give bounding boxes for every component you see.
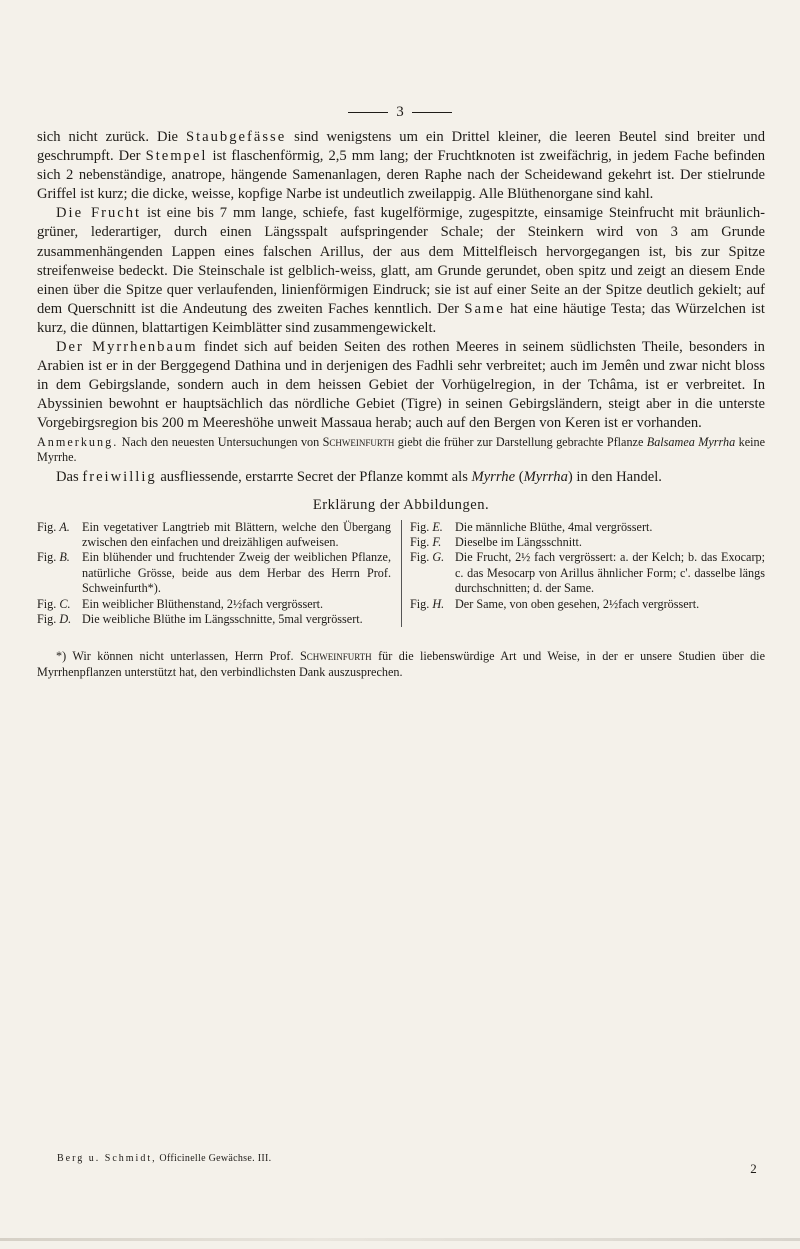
footer-authors: Berg u. Schmidt, [57,1153,157,1164]
term-stempel: Stempel [145,148,208,165]
figure-caption-g: Fig. G. Die Frucht, 2½ fach vergrössert: a. der Kelch; b. das Exocarp; c. das Mesocarp von Arillus ähnlicher Form; c'. dasselbe längs durchschnitten; d. der Same. [410,550,765,596]
figure-caption-f: Fig. F. Dieselbe im Längsschnitt. [410,535,582,549]
footer-title: Officinelle Gewächse. III. [156,1153,272,1164]
term-same: Same [464,300,505,317]
note-species-name: Balsamea Myrrha [646,434,736,449]
paragraph-fruit: Die Frucht ist eine bis 7 mm lange, schiefe, fast kugelförmige, zugespitzte, einsamige Steinfrucht mit bräunlich-grüner, lederartiger, durch einen Längsspalt aufspringender Schale; der Steinkern wird von 3 am Grunde zusammenhängenden Lappen eines falschen Arillus, der aus dem Mittelfleisch hervorgegangen ist, bis zur Spitze streifenweise bedeckt. Die Steinschale ist gelblich-weiss, glatt, am Grunde gerundet, oben spitz und zeigt an diesem Ende einen über die Spitze quer verlaufenden, linienförmigen Eindruck; sie ist auf einer Seite an der Spitze deutlich gekielt; auf dem Querschnitt ist die Andeutung des zweiten Faches kenntlich. Der Same hat eine häutige Testa; das Würzelchen ist kurz, die dünnen, blattartigen Keimblätter sind zusammengewickelt. [37,205,765,336]
figure-caption-e: Fig. E. Die männliche Blüthe, 4mal vergrössert. [410,519,653,534]
term-myrrhenbaum: Der Myrrhenbaum [56,339,198,356]
footnote: *) Wir können nicht unterlassen, Herrn Prof. Schweinfurth für die liebenswürdige Art und Weise, in der er unsere Studien über die Myrrhenpflanzen unterstützt hat, den verbindlichsten Dank auszusprechen. [37,649,765,679]
page-content [37,128,765,693]
term-myrrhe: Myrrhe [471,468,516,485]
paragraph-stamens-pistil: sich nicht zurück. Die Staubgefässe sind wenigstens um ein Drittel kleiner, die leeren Beutel sind breiter und geschrumpft. Der Stempel ist flaschenförmig, 2,5 mm lang; der Fruchtknoten ist zweifächrig, in jedem Fache befinden sich 2 nebenständige, anatrope, hängende Samenanlagen, deren Raphe nach der Scheidewand gekehrt ist. Der stielrunde Griffel ist kurz; die dicke, weisse, kopfige Narbe ist undeutlich zweilappig. Alle Blüthenorgane sind kahl. [37,129,765,203]
page-number-dash-left [348,112,388,113]
term-staubgefaesse: Staubgefässe [185,129,287,145]
page-footer [57,1153,757,1176]
page-number [0,104,800,121]
captions-right-column [401,520,765,628]
footnote-name: Schweinfurth [299,649,372,664]
page-number-dash-right [412,112,452,113]
figures-heading: Erklärung der Abbildungen. [312,496,490,513]
term-freiwillig: freiwillig [82,468,157,485]
note-author-name: Schweinfurth [322,434,395,449]
figure-caption-h: Fig. H. Der Same, von oben gesehen, 2½fach vergrössert. [410,596,700,611]
figure-captions [37,520,765,628]
signature-mark: 2 [750,1161,757,1176]
figure-caption-c: Fig. C. Ein weiblicher Blüthenstand, 2½fach vergrössert. [37,596,324,611]
captions-left-column [37,520,401,628]
paragraph-distribution: Der Myrrhenbaum findet sich auf beiden Seiten des rothen Meeres in seinem südlichsten Theile, besonders in Arabien ist er in der Berggegend Dathina und in derjenigen des Fadhli sehr verbreitet; auch im Jemên und zwar nicht bloss in dem Gebirgslande, sondern auch in dem heissen Gebiet der Vorhügelregion, in der Tchâma, ist er verbreitet. In Abyssinien bewohnt er hauptsächlich das nördliche Gebiet (Tigre) in seinen Gebirgsländern, steigt aber in die unterste Vorgebirgsregion bis 200 m Meereshöhe unweit Massaua herab; auch auf den Bergen von Keren ist er vorhanden. [37,339,765,432]
page-bottom-edge [0,1238,800,1241]
term-frucht: Die Frucht [56,205,142,222]
figure-caption-d: Fig. D. Die weibliche Blüthe im Längsschnitte, 5mal vergrössert. [37,612,363,627]
figure-caption-b: Fig. B. Ein blühender und fruchtender Zweig der weiblichen Pflanze, natürliche Grösse, beide aus dem Herbar des Herrn Prof. Schweinfurth*). [37,550,391,596]
page-number-value: 3 [396,104,404,120]
term-myrrha: Myrrha [523,468,568,485]
note-anmerkung: Anmerkung. Nach den neuesten Untersuchungen von Schweinfurth giebt die früher zur Darstellung gebrachte Pflanze Balsamea Myrrha keine Myrrhe. [37,434,765,464]
figure-caption-a: Fig. A. Ein vegetativer Langtrieb mit Blättern, welche den Übergang zwischen den einfachen und dreizähligen aufweisen. [37,519,391,549]
paragraph-trade: Das freiwillig ausfliessende, erstarrte Secret der Pflanze kommt als Myrrhe (Myrrha) in den Handel. [56,468,662,485]
note-label: Anmerkung. [37,434,119,449]
